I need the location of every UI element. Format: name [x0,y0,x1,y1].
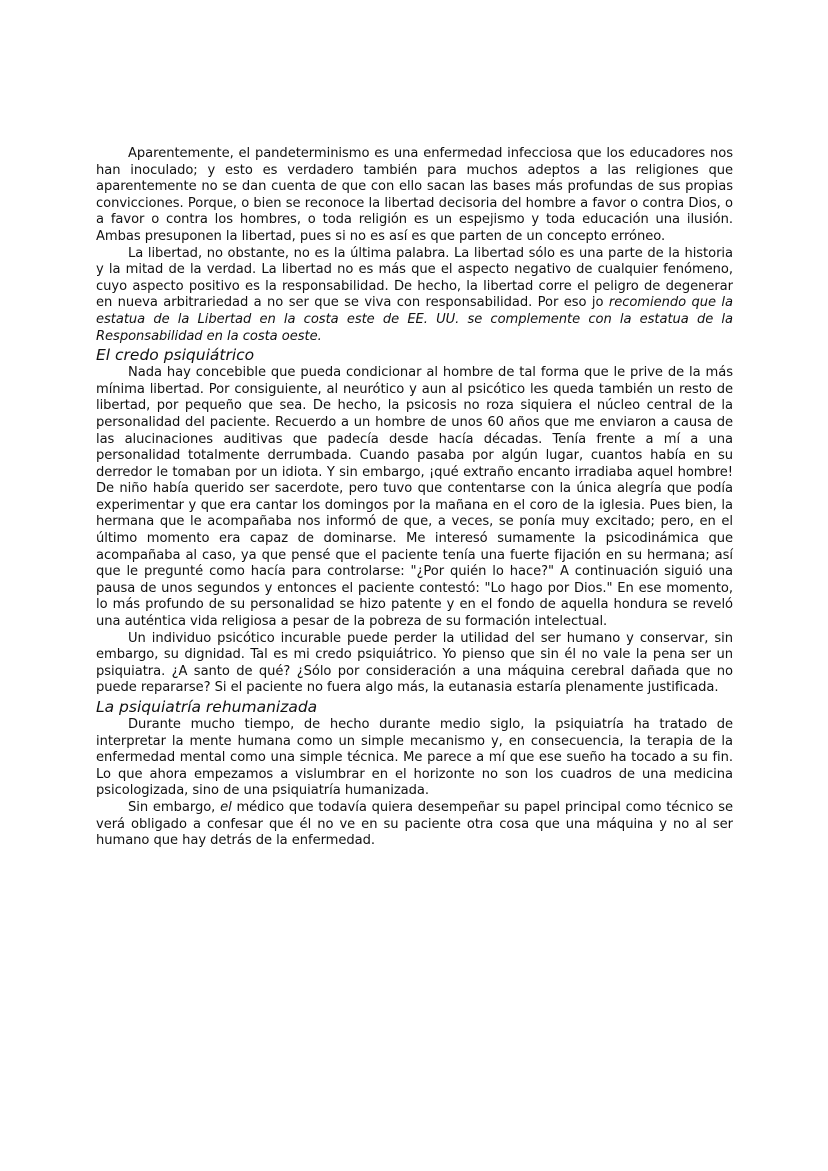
paragraph-sin-embargo-italic: el [220,799,232,815]
paragraph-sin-embargo [96,800,733,850]
section-heading-psiquiatria-rehumanizada: La psiquiatría rehumanizada [96,698,318,716]
paragraph-pandeterminismo: Aparentemente, el pandeterminismo es una enfermedad infecciosa que los educadores nos han inoculado; y esto es verdadero también para muchos adeptos a las religiones que aparentemente no se dan cuenta de que con ello sacan las bases más profundas de sus propias convicciones. Porque, o bien se reconoce la libertad decisoria del hombre a favor o contra Dios, o a favor o contra los hombres, o toda religión es un espejismo y toda educación una ilusión. Ambas presuponen la libertad, pues si no es así es que parten de un concepto erróneo. [96,146,733,244]
document-page [96,146,733,850]
paragraph-sin-embargo-text-end: médico que todavía quiera desempeñar su papel principal como técnico se verá obligado a confesar que él no ve en su paciente otra cosa que una máquina y no al ser humano que hay detrás de la enfermedad. [96,799,733,849]
paragraph-libertad [96,246,733,346]
paragraph-libertad-text: La libertad, no obstante, no es la última palabra. La libertad sólo es una parte de la historia y la mitad de la verdad. La libertad no es más que el aspecto negativo de cualquier fenómeno, cuyo aspecto positivo es la responsabilidad. De hecho, la libertad corre el peligro de degenerar en nueva arbitrariedad a no ser que se viva con responsabilidad. Por eso jo [96,245,733,311]
paragraph-libertad-italic: recomiendo que la estatua de la Libertad en la costa este de EE. UU. se complemente con la estatua de la Responsabilidad en la costa oeste. [96,295,733,344]
section-heading-credo-psiquiatrico: El credo psiquiátrico [96,346,255,365]
paragraph-sin-embargo-text-start: Sin embargo, [128,799,221,815]
paragraph-durante-mucho-tiempo: Durante mucho tiempo, de hecho durante medio siglo, la psiquiatría ha tratado de interpretar la mente humana como un simple mecanismo y, en consecuencia, la terapia de la enfermedad mental como una simple técnica. Me parece a mí que ese sueño ha tocado a su fin. Lo que ahora empezamos a vislumbrar en el horizonte no son los cuadros de una medicina psicologizada, sino de una psiquiatría humanizada. [96,717,733,799]
paragraph-individuo-psicotico: Un individuo psicótico incurable puede perder la utilidad del ser humano y conservar, sin embargo, su dignidad. Tal es mi credo psiquiátrico. Yo pienso que sin él no vale la pena ser un psiquiatra. ¿A santo de qué? ¿Sólo por consideración a una máquina cerebral dañada que no puede repararse? Si el paciente no fuera algo más, la eutanasia estaría plenamente justificada. [96,630,733,696]
paragraph-nada-hay-concebible: Nada hay concebible que pueda condicionar al hombre de tal forma que le prive de la más mínima libertad. Por consiguiente, al neurótico y aun al psicótico les queda también un resto de libertad, por pequeño que sea. De hecho, la psicosis no roza siquiera el núcleo central de la personalidad del paciente. Recuerdo a un hombre de unos 60 años que me enviaron a causa de las alucinaciones auditivas que padecía desde hacía décadas. Tenía frente a mí a una personalidad totalmente derrumbada. Cuando pasaba por algún lugar, cuantos había en su derredor le tomaban por un idiota. Y sin embargo, ¡qué extraño encanto irradiaba aquel hombre! De niño había querido ser sacerdote, pero tuvo que contentarse con la única alegría que podía experimentar y que era cantar los domingos por la mañana en el coro de la iglesia. Pues bien, la hermana que le acompañaba nos informó de que, a veces, se ponía muy excitado; pero, en el último momento era capaz de dominarse. Me interesó sumamente la psicodinámica que acompañaba al caso, ya que pensé que el paciente tenía una fuerte fijación en su hermana; así que le pregunté como hacía para controlarse: "¿Por quién lo hace?" A continuación siguió una pausa de unos segundos y entonces el paciente contestó: "Lo hago por Dios." En ese momento, lo más profundo de su personalidad se hizo patente y en el fondo de aquella hondura se reveló una auténtica vida religiosa a pesar de la pobreza de su formación intelectual. [96,365,733,630]
